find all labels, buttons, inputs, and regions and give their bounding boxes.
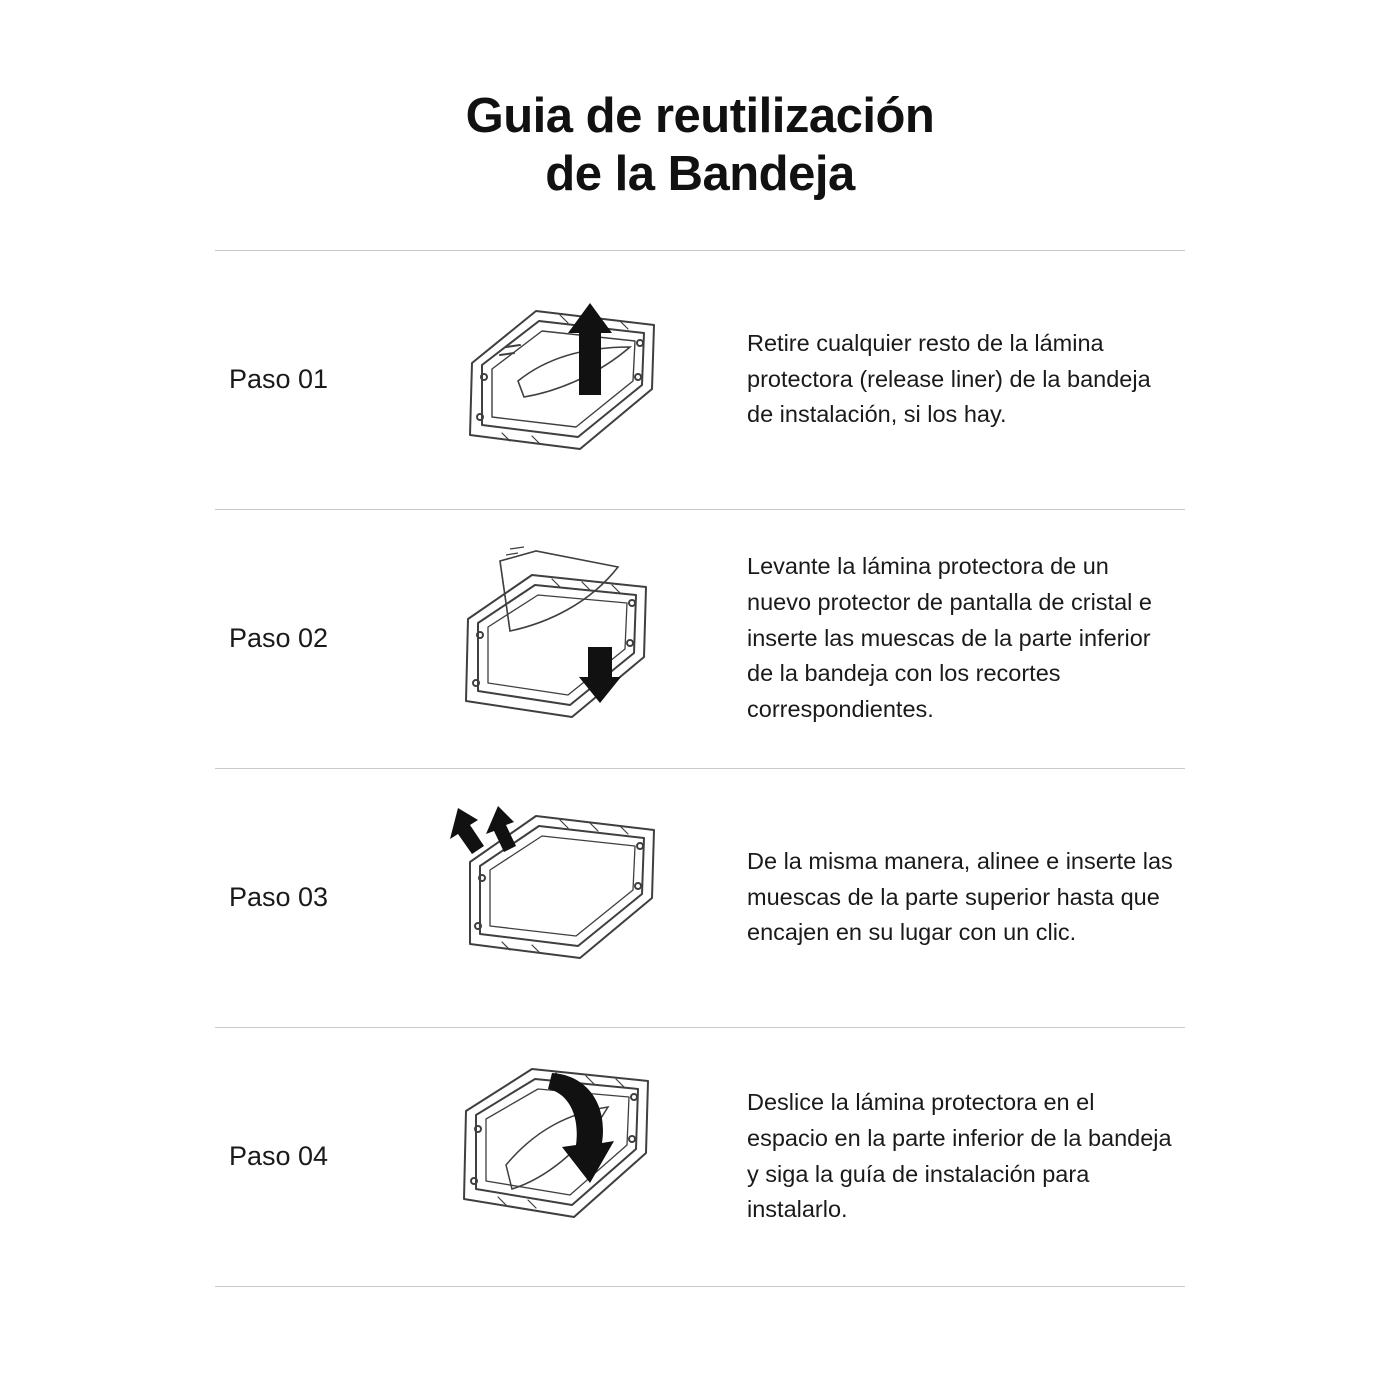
step-text: De la misma manera, alinee e inserte las muescas de la parte superior hasta que encajen en su lugar con un clic. (747, 848, 1173, 946)
arrow-insert-right-icon (486, 806, 516, 852)
arrow-curved-down-icon (548, 1073, 614, 1183)
page-title (0, 0, 1400, 204)
title-line-1: Guia de reutilización (465, 89, 935, 143)
step-label: Paso 03 (229, 882, 329, 913)
tray-insert-top-notches-icon (440, 798, 700, 998)
step-row (215, 251, 1185, 509)
step-text: Levante la lámina protectora de un nuevo protector de pantalla de cristal e inserte las muescas de la parte inferior de la bandeja con los recortes correspondientes. (747, 553, 1152, 723)
step-figure (425, 539, 715, 739)
step-label: Paso 04 (229, 1141, 329, 1172)
step-text: Deslice la lámina protectora en el espacio en la parte inferior de la bandeja y siga la guía de instalación para instalarlo. (747, 1089, 1172, 1223)
divider-bottom (215, 1286, 1185, 1287)
step-row (215, 769, 1185, 1027)
step-figure (425, 798, 715, 998)
tray-peel-liner-up-icon (440, 285, 700, 475)
tray-slide-liner-down-icon (440, 1059, 700, 1254)
step-figure (425, 285, 715, 475)
title-line-2: de la Bandeja (545, 146, 855, 201)
arrow-down-icon (579, 647, 621, 703)
step-row (215, 510, 1185, 768)
step-label: Paso 01 (229, 364, 329, 395)
step-figure (425, 1059, 715, 1254)
steps-list (215, 204, 1185, 1287)
step-text: Retire cualquier resto de la lámina protectora (release liner) de la bandeja de instalación, si los hay. (747, 330, 1151, 428)
step-label: Paso 02 (229, 623, 329, 654)
tray-insert-bottom-notches-icon (440, 539, 700, 739)
arrow-insert-left-icon (450, 808, 484, 854)
step-row (215, 1028, 1185, 1286)
